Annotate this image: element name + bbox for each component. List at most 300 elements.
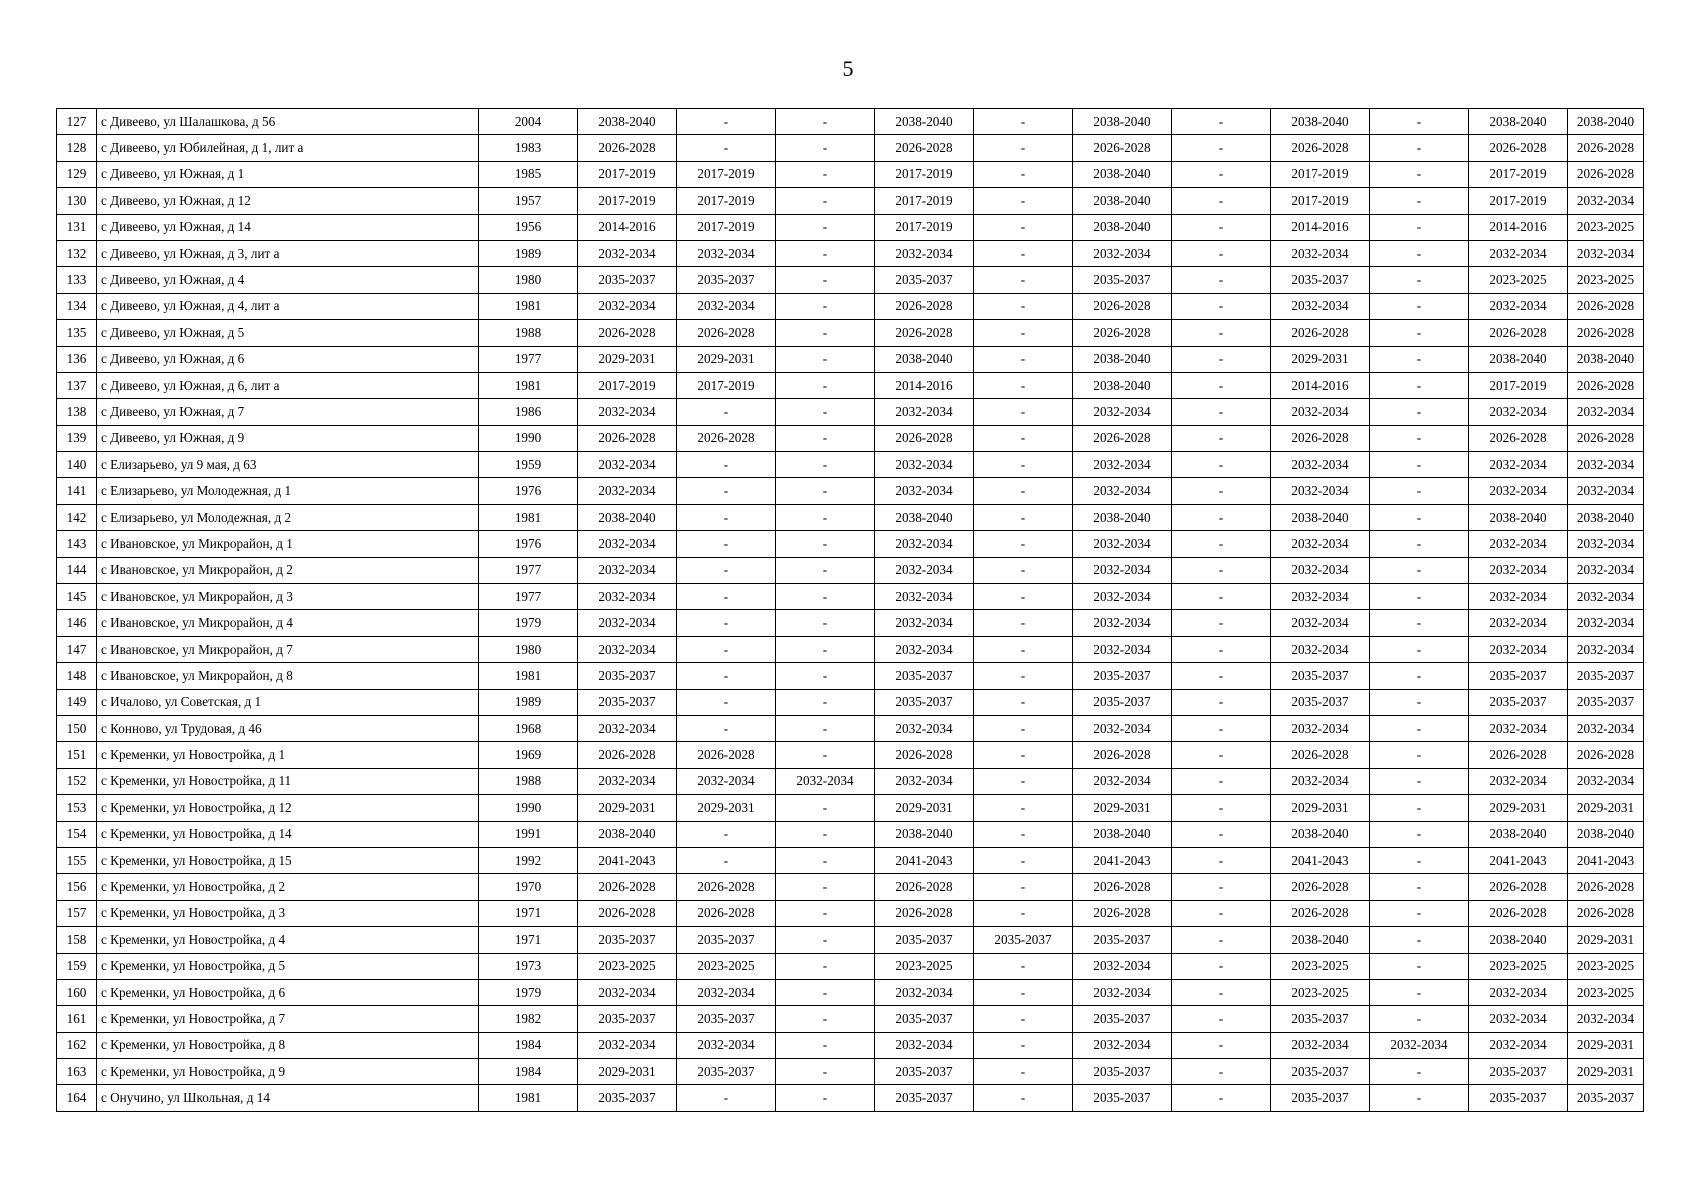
row-number-cell: 134: [57, 293, 97, 319]
row-number-cell: 160: [57, 979, 97, 1005]
year-built-cell: 1984: [479, 1059, 578, 1085]
table-row: [57, 135, 1644, 161]
repair-period-cell: 2026-2028: [677, 900, 776, 926]
repair-period-cell: 2038-2040: [1568, 346, 1644, 372]
repair-period-cell: -: [974, 504, 1073, 530]
repair-period-cell: 2023-2025: [1469, 267, 1568, 293]
repair-period-cell: 2035-2037: [578, 1006, 677, 1032]
repair-period-cell: -: [1370, 953, 1469, 979]
address-cell: с Дивеево, ул Южная, д 12: [97, 188, 479, 214]
repair-period-cell: 2029-2031: [1271, 346, 1370, 372]
repair-period-cell: 2035-2037: [1073, 267, 1172, 293]
repair-period-cell: -: [1172, 478, 1271, 504]
repair-period-cell: -: [776, 188, 875, 214]
repair-period-cell: 2035-2037: [875, 1085, 974, 1111]
repair-period-cell: 2026-2028: [1271, 874, 1370, 900]
repair-period-cell: 2032-2034: [1469, 531, 1568, 557]
row-number-cell: 144: [57, 557, 97, 583]
row-number-cell: 137: [57, 372, 97, 398]
table-row: [57, 689, 1644, 715]
year-built-cell: 1981: [479, 293, 578, 319]
repair-period-cell: 2032-2034: [1469, 1006, 1568, 1032]
table-row: [57, 425, 1644, 451]
table-row: [57, 452, 1644, 478]
repair-period-cell: 2032-2034: [1073, 399, 1172, 425]
repair-period-cell: 2017-2019: [1469, 161, 1568, 187]
repair-period-cell: -: [1172, 557, 1271, 583]
repair-period-cell: 2032-2034: [1271, 399, 1370, 425]
address-cell: с Ивановское, ул Микрорайон, д 8: [97, 663, 479, 689]
repair-period-cell: -: [677, 452, 776, 478]
repair-period-cell: -: [1172, 900, 1271, 926]
row-number-cell: 149: [57, 689, 97, 715]
address-cell: с Кременки, ул Новостройка, д 2: [97, 874, 479, 900]
repair-period-cell: -: [974, 372, 1073, 398]
repair-period-cell: 2026-2028: [875, 425, 974, 451]
year-built-cell: 1989: [479, 689, 578, 715]
repair-period-cell: 2026-2028: [1568, 874, 1644, 900]
repair-period-cell: -: [1370, 768, 1469, 794]
year-built-cell: 1957: [479, 188, 578, 214]
address-cell: с Елизарьево, ул 9 мая, д 63: [97, 452, 479, 478]
address-cell: с Ивановское, ул Микрорайон, д 3: [97, 584, 479, 610]
repair-period-cell: -: [1172, 293, 1271, 319]
repair-period-cell: 2041-2043: [875, 847, 974, 873]
repair-period-cell: 2041-2043: [1271, 847, 1370, 873]
repair-period-cell: -: [974, 610, 1073, 636]
repair-period-cell: -: [1172, 584, 1271, 610]
table-row: [57, 715, 1644, 741]
repair-period-cell: 2032-2034: [1271, 557, 1370, 583]
repair-period-cell: 2032-2034: [875, 452, 974, 478]
repair-period-cell: -: [1370, 1006, 1469, 1032]
repair-period-cell: -: [1172, 452, 1271, 478]
repair-period-cell: 2017-2019: [875, 188, 974, 214]
repair-period-cell: 2035-2037: [578, 663, 677, 689]
repair-period-cell: -: [1370, 821, 1469, 847]
repair-period-cell: 2038-2040: [1271, 109, 1370, 135]
repair-period-cell: 2038-2040: [1469, 109, 1568, 135]
repair-period-cell: -: [974, 1059, 1073, 1085]
table-row: [57, 610, 1644, 636]
repair-period-cell: 2026-2028: [578, 135, 677, 161]
table-row: [57, 478, 1644, 504]
repair-period-cell: 2032-2034: [677, 293, 776, 319]
row-number-cell: 153: [57, 795, 97, 821]
repair-period-cell: -: [776, 636, 875, 662]
repair-period-cell: -: [776, 478, 875, 504]
address-cell: с Кременки, ул Новостройка, д 3: [97, 900, 479, 926]
repair-period-cell: 2029-2031: [578, 1059, 677, 1085]
repair-period-cell: -: [776, 346, 875, 372]
repair-period-cell: 2032-2034: [1568, 531, 1644, 557]
repair-period-cell: 2038-2040: [875, 109, 974, 135]
repair-period-cell: 2032-2034: [1073, 1032, 1172, 1058]
repair-period-cell: -: [677, 135, 776, 161]
repair-period-cell: -: [1172, 1059, 1271, 1085]
repair-period-cell: -: [1370, 610, 1469, 636]
row-number-cell: 148: [57, 663, 97, 689]
repair-period-cell: 2035-2037: [1271, 1059, 1370, 1085]
repair-period-cell: 2032-2034: [1568, 768, 1644, 794]
repair-period-cell: 2038-2040: [1073, 821, 1172, 847]
year-built-cell: 1981: [479, 1085, 578, 1111]
year-built-cell: 1988: [479, 320, 578, 346]
repair-period-cell: -: [776, 557, 875, 583]
address-cell: с Дивеево, ул Шалашкова, д 56: [97, 109, 479, 135]
repair-period-cell: 2026-2028: [875, 742, 974, 768]
repair-period-cell: -: [1172, 795, 1271, 821]
repair-period-cell: 2017-2019: [1469, 372, 1568, 398]
repair-period-cell: -: [974, 478, 1073, 504]
repair-period-cell: 2032-2034: [875, 1032, 974, 1058]
table-row: [57, 399, 1644, 425]
repair-period-cell: 2017-2019: [578, 161, 677, 187]
repair-period-cell: -: [776, 847, 875, 873]
repair-period-cell: 2032-2034: [875, 240, 974, 266]
repair-period-cell: 2017-2019: [1271, 161, 1370, 187]
repair-period-cell: 2032-2034: [1073, 979, 1172, 1005]
repair-period-cell: -: [776, 795, 875, 821]
repair-period-cell: 2032-2034: [578, 636, 677, 662]
repair-period-cell: -: [1370, 293, 1469, 319]
repair-period-cell: 2026-2028: [1469, 874, 1568, 900]
repair-period-cell: 2029-2031: [1469, 795, 1568, 821]
year-built-cell: 1956: [479, 214, 578, 240]
row-number-cell: 158: [57, 927, 97, 953]
repair-period-cell: 2023-2025: [1271, 953, 1370, 979]
repair-period-cell: 2032-2034: [875, 399, 974, 425]
repair-period-cell: 2032-2034: [1271, 531, 1370, 557]
repair-period-cell: 2032-2034: [776, 768, 875, 794]
year-built-cell: 1983: [479, 135, 578, 161]
year-built-cell: 1988: [479, 768, 578, 794]
repair-period-cell: 2032-2034: [1469, 452, 1568, 478]
repair-period-cell: 2026-2028: [677, 874, 776, 900]
repair-period-cell: -: [1172, 109, 1271, 135]
repair-period-cell: 2029-2031: [1568, 1059, 1644, 1085]
repair-period-cell: 2017-2019: [677, 161, 776, 187]
repair-period-cell: 2038-2040: [1568, 821, 1644, 847]
repair-period-cell: 2032-2034: [1073, 715, 1172, 741]
repair-period-cell: 2035-2037: [578, 1085, 677, 1111]
repair-period-cell: 2038-2040: [1469, 927, 1568, 953]
repair-period-cell: -: [974, 135, 1073, 161]
repair-period-cell: 2035-2037: [578, 927, 677, 953]
repair-period-cell: -: [1172, 821, 1271, 847]
repair-period-cell: 2035-2037: [875, 663, 974, 689]
year-built-cell: 1977: [479, 346, 578, 372]
address-cell: с Кременки, ул Новостройка, д 11: [97, 768, 479, 794]
year-built-cell: 1976: [479, 478, 578, 504]
repair-period-cell: -: [776, 293, 875, 319]
table-row: [57, 584, 1644, 610]
repair-period-cell: -: [776, 399, 875, 425]
repair-period-cell: 2026-2028: [1271, 900, 1370, 926]
repair-period-cell: -: [974, 399, 1073, 425]
repair-period-cell: -: [1370, 1085, 1469, 1111]
table-row: [57, 636, 1644, 662]
repair-period-cell: -: [974, 267, 1073, 293]
repair-period-cell: 2026-2028: [1568, 900, 1644, 926]
repair-period-cell: 2026-2028: [875, 320, 974, 346]
repair-period-cell: 2035-2037: [1271, 1006, 1370, 1032]
repair-period-cell: 2029-2031: [1073, 795, 1172, 821]
repair-period-cell: -: [1370, 636, 1469, 662]
repair-period-cell: 2032-2034: [875, 557, 974, 583]
repair-period-cell: -: [776, 1032, 875, 1058]
repair-period-cell: 2032-2034: [1469, 715, 1568, 741]
repair-period-cell: -: [1172, 874, 1271, 900]
repair-period-cell: -: [677, 1085, 776, 1111]
table-row: [57, 1006, 1644, 1032]
year-built-cell: 1976: [479, 531, 578, 557]
repair-period-cell: -: [1370, 504, 1469, 530]
repair-period-cell: 2038-2040: [1469, 346, 1568, 372]
repair-period-cell: 2032-2034: [875, 636, 974, 662]
row-number-cell: 130: [57, 188, 97, 214]
repair-period-cell: 2026-2028: [1073, 293, 1172, 319]
repair-period-cell: -: [974, 821, 1073, 847]
address-cell: с Кременки, ул Новостройка, д 15: [97, 847, 479, 873]
year-built-cell: 1990: [479, 425, 578, 451]
repair-period-cell: 2035-2037: [1469, 663, 1568, 689]
table-row: [57, 214, 1644, 240]
repair-period-cell: -: [1370, 425, 1469, 451]
table-row: [57, 953, 1644, 979]
address-cell: с Дивеево, ул Южная, д 6, лит а: [97, 372, 479, 398]
repair-period-cell: -: [1172, 188, 1271, 214]
repair-period-cell: 2032-2034: [1073, 240, 1172, 266]
repair-period-cell: 2038-2040: [578, 821, 677, 847]
repair-period-cell: 2023-2025: [578, 953, 677, 979]
repair-period-cell: -: [1370, 161, 1469, 187]
repair-period-cell: 2032-2034: [677, 768, 776, 794]
repair-period-cell: -: [974, 689, 1073, 715]
repair-period-cell: -: [1370, 372, 1469, 398]
table-row: [57, 1085, 1644, 1111]
row-number-cell: 136: [57, 346, 97, 372]
year-built-cell: 1984: [479, 1032, 578, 1058]
repair-period-cell: -: [1370, 874, 1469, 900]
repair-period-cell: -: [776, 267, 875, 293]
address-cell: с Дивеево, ул Южная, д 1: [97, 161, 479, 187]
repair-period-cell: 2026-2028: [1073, 874, 1172, 900]
repair-period-cell: 2035-2037: [875, 689, 974, 715]
repair-period-cell: 2035-2037: [875, 1006, 974, 1032]
address-cell: с Конново, ул Трудовая, д 46: [97, 715, 479, 741]
repair-period-cell: -: [776, 504, 875, 530]
repair-period-cell: 2035-2037: [1271, 267, 1370, 293]
repair-period-cell: 2023-2025: [1568, 953, 1644, 979]
repair-period-cell: 2026-2028: [578, 900, 677, 926]
repair-period-cell: 2038-2040: [1073, 109, 1172, 135]
repair-period-cell: -: [677, 636, 776, 662]
repair-period-cell: 2032-2034: [578, 979, 677, 1005]
row-number-cell: 128: [57, 135, 97, 161]
repair-period-cell: 2038-2040: [1469, 821, 1568, 847]
row-number-cell: 129: [57, 161, 97, 187]
year-built-cell: 1989: [479, 240, 578, 266]
repair-period-cell: 2029-2031: [1568, 1032, 1644, 1058]
repair-period-cell: -: [1370, 346, 1469, 372]
repair-period-cell: -: [1172, 742, 1271, 768]
repair-period-cell: -: [974, 346, 1073, 372]
repair-period-cell: -: [776, 531, 875, 557]
repair-period-cell: 2032-2034: [875, 610, 974, 636]
repair-period-cell: -: [974, 1032, 1073, 1058]
repair-period-cell: -: [1172, 610, 1271, 636]
repair-period-cell: 2032-2034: [1271, 240, 1370, 266]
repair-period-cell: 2038-2040: [875, 346, 974, 372]
year-built-cell: 1990: [479, 795, 578, 821]
repair-period-cell: 2032-2034: [1271, 584, 1370, 610]
row-number-cell: 132: [57, 240, 97, 266]
repair-period-cell: -: [1172, 636, 1271, 662]
repair-period-cell: -: [1172, 1085, 1271, 1111]
repair-period-cell: 2026-2028: [578, 320, 677, 346]
repair-period-cell: 2032-2034: [578, 452, 677, 478]
year-built-cell: 1981: [479, 504, 578, 530]
table-row: [57, 1032, 1644, 1058]
table-row: [57, 557, 1644, 583]
repair-period-cell: -: [1172, 346, 1271, 372]
repair-period-cell: 2035-2037: [1271, 1085, 1370, 1111]
repair-period-cell: 2038-2040: [1073, 161, 1172, 187]
repair-period-cell: -: [677, 399, 776, 425]
repair-period-cell: -: [974, 874, 1073, 900]
repair-period-cell: 2032-2034: [1073, 610, 1172, 636]
row-number-cell: 131: [57, 214, 97, 240]
repair-period-cell: -: [974, 663, 1073, 689]
repair-period-cell: -: [776, 240, 875, 266]
repair-period-cell: -: [1370, 188, 1469, 214]
repair-period-cell: 2032-2034: [578, 399, 677, 425]
repair-period-cell: 2032-2034: [1271, 452, 1370, 478]
table-row: [57, 1059, 1644, 1085]
row-number-cell: 150: [57, 715, 97, 741]
repair-period-cell: 2029-2031: [875, 795, 974, 821]
table-row: [57, 372, 1644, 398]
table-row: [57, 531, 1644, 557]
repair-period-cell: 2038-2040: [1073, 372, 1172, 398]
repair-period-cell: -: [1172, 979, 1271, 1005]
repair-period-cell: 2032-2034: [875, 768, 974, 794]
repair-period-cell: 2038-2040: [1073, 504, 1172, 530]
repair-period-cell: 2017-2019: [578, 188, 677, 214]
year-built-cell: 1979: [479, 610, 578, 636]
repair-period-cell: -: [677, 557, 776, 583]
repair-period-cell: 2017-2019: [875, 161, 974, 187]
table-row: [57, 109, 1644, 135]
repair-period-cell: 2035-2037: [1073, 1006, 1172, 1032]
repair-period-cell: 2032-2034: [1469, 1032, 1568, 1058]
repair-period-cell: 2032-2034: [1073, 478, 1172, 504]
repair-period-cell: 2026-2028: [1073, 900, 1172, 926]
repair-period-cell: 2035-2037: [1271, 663, 1370, 689]
repair-period-cell: 2017-2019: [875, 214, 974, 240]
repair-period-cell: 2032-2034: [1469, 240, 1568, 266]
year-built-cell: 1981: [479, 372, 578, 398]
table-row: [57, 240, 1644, 266]
repair-period-cell: -: [776, 214, 875, 240]
repair-period-cell: 2032-2034: [1469, 399, 1568, 425]
repair-period-cell: 2014-2016: [1469, 214, 1568, 240]
repair-period-cell: 2032-2034: [1271, 610, 1370, 636]
year-built-cell: 1980: [479, 636, 578, 662]
repair-period-cell: -: [677, 715, 776, 741]
repair-period-cell: 2038-2040: [1568, 109, 1644, 135]
repair-period-cell: -: [1172, 715, 1271, 741]
repair-period-cell: 2023-2025: [1568, 214, 1644, 240]
row-number-cell: 154: [57, 821, 97, 847]
repair-period-cell: 2035-2037: [974, 927, 1073, 953]
repair-period-cell: 2035-2037: [1469, 1085, 1568, 1111]
repair-period-cell: 2032-2034: [875, 584, 974, 610]
repair-period-cell: 2032-2034: [875, 979, 974, 1005]
repair-period-cell: -: [776, 821, 875, 847]
repair-schedule-table: [56, 108, 1644, 1112]
repair-period-cell: 2035-2037: [1469, 689, 1568, 715]
repair-period-cell: 2035-2037: [677, 927, 776, 953]
address-cell: с Елизарьево, ул Молодежная, д 2: [97, 504, 479, 530]
row-number-cell: 147: [57, 636, 97, 662]
repair-period-cell: -: [1370, 135, 1469, 161]
repair-period-cell: 2032-2034: [578, 557, 677, 583]
repair-period-cell: -: [776, 425, 875, 451]
repair-period-cell: -: [974, 109, 1073, 135]
repair-period-cell: 2026-2028: [875, 135, 974, 161]
repair-period-cell: 2017-2019: [578, 372, 677, 398]
address-cell: с Елизарьево, ул Молодежная, д 1: [97, 478, 479, 504]
repair-period-cell: -: [974, 425, 1073, 451]
address-cell: с Кременки, ул Новостройка, д 4: [97, 927, 479, 953]
repair-period-cell: 2026-2028: [1271, 742, 1370, 768]
repair-period-cell: 2026-2028: [1469, 320, 1568, 346]
repair-period-cell: -: [1370, 320, 1469, 346]
address-cell: с Дивеево, ул Южная, д 9: [97, 425, 479, 451]
repair-period-cell: -: [1370, 478, 1469, 504]
repair-period-cell: 2032-2034: [578, 610, 677, 636]
repair-period-cell: 2032-2034: [1073, 531, 1172, 557]
repair-period-cell: -: [1370, 979, 1469, 1005]
row-number-cell: 155: [57, 847, 97, 873]
address-cell: с Кременки, ул Новостройка, д 1: [97, 742, 479, 768]
address-cell: с Ивановское, ул Микрорайон, д 1: [97, 531, 479, 557]
repair-period-cell: 2032-2034: [1568, 240, 1644, 266]
address-cell: с Дивеево, ул Южная, д 7: [97, 399, 479, 425]
year-built-cell: 1991: [479, 821, 578, 847]
repair-period-cell: -: [776, 135, 875, 161]
repair-period-cell: -: [1172, 689, 1271, 715]
table-row: [57, 768, 1644, 794]
page-number: 5: [842, 56, 854, 81]
row-number-cell: 163: [57, 1059, 97, 1085]
row-number-cell: 141: [57, 478, 97, 504]
repair-period-cell: 2038-2040: [1568, 504, 1644, 530]
row-number-cell: 152: [57, 768, 97, 794]
repair-period-cell: 2032-2034: [1073, 584, 1172, 610]
repair-period-cell: -: [974, 161, 1073, 187]
repair-period-cell: -: [1370, 452, 1469, 478]
repair-period-cell: -: [1172, 214, 1271, 240]
address-cell: с Дивеево, ул Южная, д 3, лит а: [97, 240, 479, 266]
repair-period-cell: 2038-2040: [1073, 346, 1172, 372]
repair-period-cell: 2035-2037: [1568, 663, 1644, 689]
row-number-cell: 162: [57, 1032, 97, 1058]
repair-period-cell: -: [974, 636, 1073, 662]
repair-period-cell: -: [776, 742, 875, 768]
